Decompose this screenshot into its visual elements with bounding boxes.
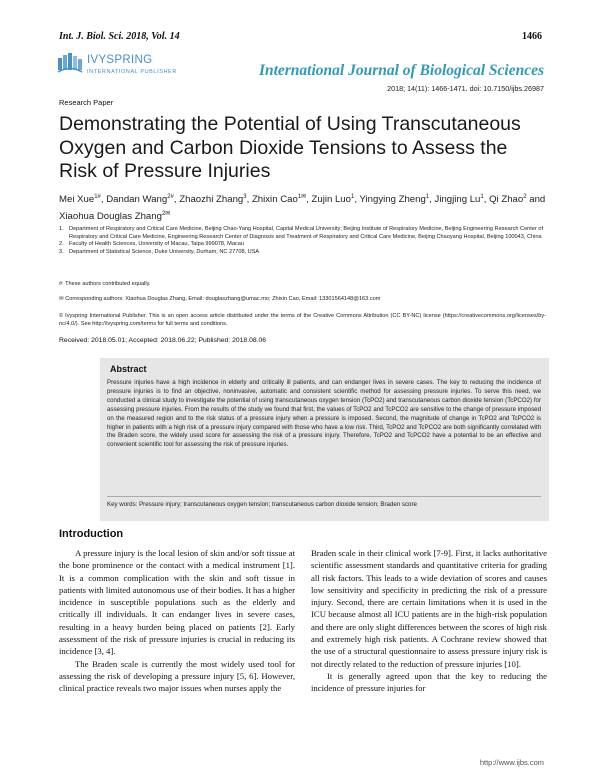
article-type: Research Paper bbox=[59, 98, 114, 107]
author-name-text: Jingjing Lu bbox=[434, 194, 481, 206]
author-name-text: Qi Zhao bbox=[489, 194, 524, 206]
abstract-heading: Abstract bbox=[110, 364, 147, 374]
publisher-subtitle: INTERNATIONAL PUBLISHER bbox=[87, 69, 177, 75]
author-name-text: Mei Xue bbox=[59, 194, 95, 206]
author-name bbox=[106, 194, 174, 205]
author-name bbox=[435, 194, 484, 205]
publication-dates: Received: 2018.05.01; Accepted: 2018.06.22; Published: 2018.08.06 bbox=[59, 337, 267, 344]
author-name-text: Zhaozhi Zhang bbox=[179, 194, 244, 206]
intro-paragraph: Braden scale in their clinical work [7-9]. First, it lacks authoritative scientific assessment standards and quantitative criteria for grading all risk factors. This leads to a wide deviation of scores and causes low sensitivity and specificity in predicting the risk of a pressure injury. Second, there are certain limitations when it is used in the ICU because almost all ICU patients are in the high-risk population and there are only slight differences between the scores of high risk and extremely high risk patients. A Cochrane review showed that the use of a structural questionnaire to assess pressure injury risk is not directly related to the reduction of pressure injuries [10]. bbox=[311, 548, 547, 669]
affiliation-item bbox=[59, 226, 547, 241]
author-affiliation-mark: 2✉ bbox=[161, 211, 171, 218]
author-name bbox=[179, 194, 246, 205]
equal-contribution-note: #: These authors contributed equally. bbox=[59, 281, 151, 287]
author-affiliation-mark: 1 bbox=[480, 194, 484, 200]
author-name-text: Zhixin Cao bbox=[251, 194, 298, 206]
author-affiliation-mark: 1 bbox=[425, 194, 430, 200]
affiliation-number: 3. bbox=[59, 248, 64, 255]
footer-journal-link[interactable]: http://www.ijbs.com bbox=[479, 758, 544, 767]
corresponding-authors: ✉ Corresponding authors: Xiaohua Douglas Zhang, Email: douglaszhang@umac.mo; Zhixin Cao, Email: 13301564148@163.com bbox=[59, 296, 381, 302]
affiliation-item bbox=[59, 249, 547, 257]
author-list: Mei Xue$^{1\#}$, Dandan Wang$^{2\#}$, Zhaozhi Zhang$^3$, Zhixin Cao$^{1✉}$, Zujin Luo$^1$, Yingying Zheng$^1$, Jingjing Lu$^1$, Qi Zhao$^2$ and Xiaohua Douglas Zhang$^{2✉}$ bbox=[59, 194, 546, 223]
introduction-heading: Introduction bbox=[59, 528, 124, 540]
author-affiliation-mark: 1✉ bbox=[297, 194, 307, 200]
author-name bbox=[252, 194, 306, 205]
author-name bbox=[59, 211, 170, 222]
intro-paragraph: It is generally agreed upon that the key to reducing the incidence of pressure injuries for bbox=[311, 670, 547, 694]
abstract-text: Pressure injuries have a high incidence in elderly and critically ill patients, and can endanger lives in severe cases. The key to reducing the incidence of pressure injuries is to find an objective, noninvasive, automatic and consistent scientific method for assessing pressure injuries. To serve this need, we conducted a clinical study to investigate the potential of using transcutaneous oxygen tension (TcPO2) and transcutaneous carbon dioxide tension (TcPCO2) for assessing pressure injuries. From the results of the study we found that first, the values of TcPO2 and TcPCO2 are sensitive to the change of pressure imposed on the measured region and to the risk status of a pressure injury when a pressure is imposed. Second, the magnitude of change in TcPO2 and TcPCO2 is higher in patients with a high risk of a pressure injury compared with those who have a low risk. Third, TcPO2 and TcPCO2 are both significantly correlated with the Braden score, the widely used score for assessing the risk of a pressure injury. Therefore, TcPO2 and TcPCO2 have a potential to be an effective and convenient scientific tool for assessing the risk of pressure injuries. bbox=[107, 379, 541, 449]
author-name-text: Dandan Wang bbox=[106, 194, 168, 206]
journal-title: International Journal of Biological Sciences bbox=[258, 62, 544, 79]
affiliations bbox=[59, 226, 547, 256]
article-title: Demonstrating the Potential of Using Transcutaneous Oxygen and Carbon Dioxide Tensions to Assess the Risk of Pressure Injuries bbox=[59, 113, 521, 182]
journal-short-citation: Int. J. Biol. Sci. 2018, Vol. 14 bbox=[59, 31, 180, 42]
running-header bbox=[59, 29, 542, 45]
author-name bbox=[489, 194, 526, 205]
intro-paragraph: A pressure injury is the local lesion of skin and/or soft tissue at the bone prominence or the contact with a medical instrument [1]. It is a common complication with the skin and soft tissue in patients with limited autonomous use of their bodies. It has a higher incidence in susceptible populations such as the elderly and critically ill individuals. It can endanger lives in severe cases, resulting in a heavy burden being placed on patients [2]. Early assessment of the risk of pressure injuries is crucial in reducing its incidence [3, 4]. bbox=[59, 548, 295, 657]
author-affiliation-mark: 2 bbox=[523, 194, 527, 200]
affiliation-number: 1. bbox=[59, 226, 64, 232]
intro-paragraph: The Braden scale is currently the most widely used tool for assessing the risk of developing a pressure injury [5, 6]. However, clinical practice reveals two major issues when nurses apply the bbox=[59, 658, 295, 694]
abstract-box bbox=[100, 358, 549, 521]
keywords: Key words: Pressure injury; transcutaneous oxygen tension; transcutaneous carbon dioxide tension; Braden score bbox=[107, 501, 417, 508]
page-number: 1466 bbox=[522, 31, 542, 42]
publisher-logo bbox=[57, 48, 207, 82]
author-name-text: Xiaohua Douglas Zhang bbox=[59, 211, 162, 223]
author-affiliation-mark: 2# bbox=[167, 194, 174, 200]
body-column-right bbox=[311, 547, 547, 695]
author-affiliation-mark: 1 bbox=[350, 194, 355, 200]
author-affiliation-mark: 3 bbox=[243, 194, 247, 200]
affiliation-number: 2. bbox=[59, 241, 64, 247]
affiliation-text: Department of Respiratory and Critical Care Medicine, Beijing Chao-Yang Hospital, Capital Medical University; Beijing Institute of Respiratory Medicine, Beijing Engineering Research Center of Respiratory and Critical Care Medicine, Engineering Research Center of Diagnosis and Treatment of Respiratory and Critical Care Medicine, Beijing Chaoyang Hospital, Beijing 100043, China bbox=[69, 226, 544, 240]
body-column-left bbox=[59, 547, 295, 695]
affiliation-text: Department of Statistical Science, Duke University, Durham, NC 27708, USA bbox=[69, 248, 260, 255]
author-name bbox=[312, 194, 355, 205]
author-affiliation-mark: 1# bbox=[94, 194, 101, 200]
author-name bbox=[360, 194, 430, 205]
copyright-notice: © Ivyspring International Publisher. This is an open access article distributed under the terms of the Creative Commons Attribution (CC BY-NC) license (https://creativecommons.org/licenses/by-nc/4.0/). See http://ivyspring.com/terms for full terms and conditions. bbox=[59, 313, 546, 327]
affiliation-item bbox=[59, 241, 547, 249]
affiliation-text: Faculty of Health Sciences, University of Macau, Taipa 999078, Macau bbox=[69, 241, 244, 247]
citation-doi: 2018; 14(11): 1466-1471. doi: 10.7150/ijbs.26987 bbox=[387, 84, 544, 93]
author-name-text: Yingying Zheng bbox=[359, 194, 426, 206]
author-name-text: Zujin Luo bbox=[311, 194, 351, 206]
abstract-divider bbox=[107, 496, 541, 497]
ivyspring-logo-icon bbox=[57, 50, 83, 76]
publisher-name: IVYSPRING bbox=[87, 54, 153, 66]
author-name bbox=[59, 194, 101, 205]
